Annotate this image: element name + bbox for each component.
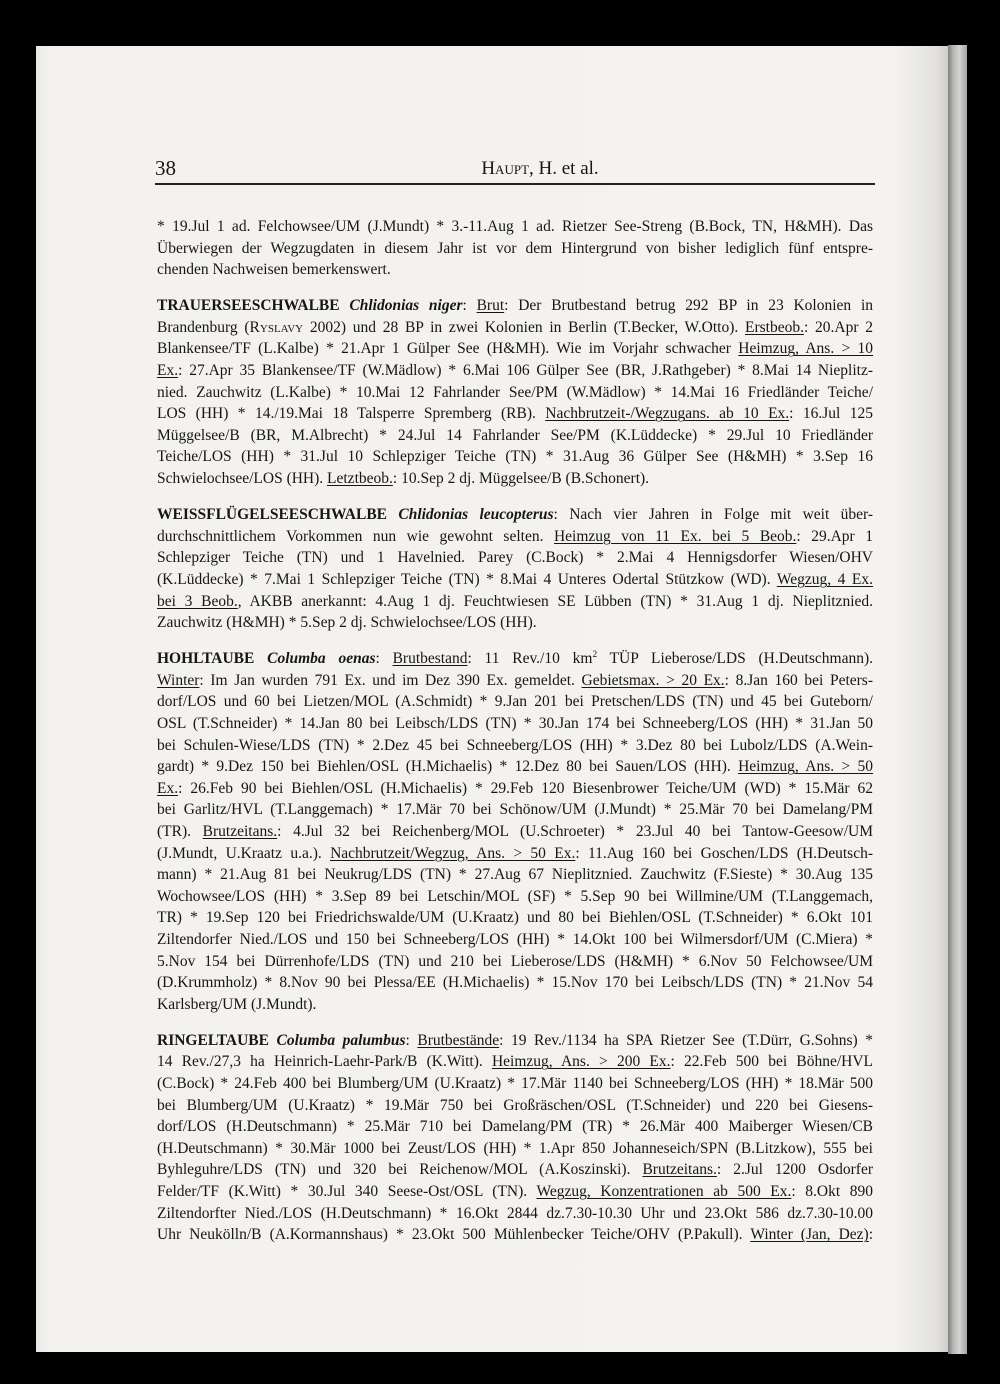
text-run: dorf/LOS und 60 bei Lietzen/MOL (A.Schmidt) * 9.Jan 201 bei Pretschen/LDS (TN) und 45 bei Guteborn/ — [157, 693, 873, 711]
text-run: 2002) und 28 BP in zwei Kolonien in Berlin (T.Becker, W.Otto). — [303, 318, 745, 336]
text-line — [157, 238, 873, 260]
text-line — [157, 612, 873, 634]
text-line — [157, 259, 873, 281]
text-line — [157, 799, 873, 821]
text-line — [157, 446, 873, 468]
text-run: : — [868, 1226, 873, 1244]
text-run: Zauchwitz (H&MH) * 5.Sep 2 dj. Schwielochsee/LOS (HH). — [157, 614, 537, 632]
text-run: (C.Bock) * 24.Feb 400 bei Blumberg/UM (U.Kraatz) * 17.Mär 1140 bei Schneeberg/LOS (HH) * 18.Mär 500 — [157, 1074, 873, 1092]
text-run: dorf/LOS (H.Deutschmann) * 25.Mär 710 bei Damelang/PM (TR) * 26.Mär 400 Maiberger Wiesen/CB — [157, 1118, 873, 1136]
section-label: Brut — [476, 297, 505, 315]
text-run: bei Schulen-Wiese/LDS (TN) * 2.Dez 45 bei Schneeberg/LOS (HH) * 3.Dez 80 bei Lubolz/LDS (A.Wein- — [157, 736, 873, 754]
text-line — [157, 886, 873, 908]
text-line — [157, 648, 873, 670]
text-line — [157, 547, 873, 569]
body-text — [157, 216, 873, 1246]
text-line — [157, 1181, 873, 1203]
species-latin-name: Columba oenas — [267, 650, 376, 668]
text-run: : 19 Rev./1134 ha SPA Rietzer See (T.Dürr, G.Sohns) * — [499, 1031, 873, 1049]
text-line — [157, 713, 873, 735]
section-label: Brutbestände — [417, 1031, 500, 1049]
text-line — [157, 1073, 873, 1095]
text-line — [157, 951, 873, 973]
section-label: Winter — [157, 671, 200, 689]
text-run: mann) * 21.Aug 81 bei Neukrug/LDS (TN) * 27.Aug 67 Nieplitznied. Zauchwitz (F.Sieste) * 30.Aug 135 — [157, 866, 873, 884]
text-run: Schlepziger Teiche (TN) und 1 Havelnied. Parey (C.Bock) * 2.Mai 4 Hennigsdorfer Wiesen/OHV — [157, 549, 873, 567]
text-line — [157, 735, 873, 757]
text-run: (D.Krummholz) * 8.Nov 90 bei Plessa/EE (H.Michaelis) * 15.Nov 170 bei Leibsch/LDS (TN) * 21.Nov 54 — [157, 974, 873, 992]
text-run: : 16.Jul 125 — [789, 405, 873, 423]
book-page — [36, 46, 948, 1352]
text-line — [157, 1159, 873, 1181]
text-line — [157, 216, 873, 238]
text-run: : 11 Rev./10 km — [467, 650, 593, 668]
text-line — [157, 425, 873, 447]
text-run: Felder/TF (K.Witt) * 30.Jul 340 Seese-Ost/OSL (TN). — [157, 1182, 537, 1200]
running-head-rest: , H. et al. — [529, 158, 599, 179]
text-run: : 26.Feb 90 bei Biehlen/OSL (H.Michaelis) * 29.Feb 120 Biesenbrower Teiche/UM (WD) * 15.Mär 62 — [178, 779, 873, 797]
text-run: Karlsberg/UM (J.Mundt). — [157, 995, 317, 1013]
text-line — [157, 972, 873, 994]
text-run: : 27.Apr 35 Blankensee/TF (W.Mädlow) * 6.Mai 106 Gülper See (BR, J.Rathgeber) * 8.Mai 14 Nieplitz- — [178, 362, 873, 380]
cited-author: Ryslavy — [249, 318, 304, 336]
species-name: WEISSFLÜGELSEESCHWALBE — [157, 506, 399, 524]
text-line — [157, 591, 873, 613]
species-latin-name: Columba palumbus — [276, 1031, 406, 1049]
superscript: 2 — [592, 650, 598, 661]
text-run: Ziltendorfer Nied./LOS und 150 bei Schneeberg/LOS (HH) * 14.Okt 100 bei Wilmersdorf/UM (C.Miera) * — [157, 930, 873, 948]
text-run: : 4.Jul 32 bei Reichenberg/MOL (U.Schroeter) * 23.Jul 40 bei Tantow-Geesow/UM — [277, 822, 873, 840]
text-line — [157, 504, 873, 526]
section-label: Heimzug, Ans. > 200 Ex. — [491, 1053, 671, 1071]
text-line — [157, 403, 873, 425]
text-run: TÜP Lieberose/LDS (H.Deutschmann). — [597, 650, 873, 668]
section-label: Wegzug, 4 Ex. — [776, 570, 873, 588]
section-label: Letztbeob. — [327, 470, 393, 488]
section-label: Nachbrutzeit/Wegzug, Ans. > 50 Ex. — [330, 844, 576, 862]
text-run: TR) * 19.Sep 120 bei Friedrichswalde/UM (U.Kraatz) und 80 bei Biehlen/OSL (T.Schneider) * 6.Okt 101 — [157, 909, 873, 927]
text-line — [157, 907, 873, 929]
text-run: : 20.Apr 2 — [803, 318, 873, 336]
section-label: Ex. — [157, 779, 179, 797]
text-run: : — [462, 297, 477, 315]
text-run: Uhr Neukölln/B (A.Kormannshaus) * 23.Okt 500 Mühlenbecker Teiche/OHV (P.Pakull). — [157, 1226, 751, 1244]
section-label: Heimzug von 11 Ex. bei 5 Beob. — [553, 527, 797, 545]
text-run: bei Garlitz/HVL (T.Langgemach) * 17.Mär 70 bei Schönow/UM (J.Mundt) * 25.Mär 70 bei Damelang/PM — [157, 801, 873, 819]
text-line — [157, 1203, 873, 1225]
text-line — [157, 1116, 873, 1138]
paragraph — [157, 216, 873, 281]
text-line — [157, 317, 873, 339]
species-name: RINGELTAUBE — [157, 1031, 277, 1049]
text-line — [157, 778, 873, 800]
text-run: , AKBB anerkannt: 4.Aug 1 dj. Feuchtwiesen SE Lübben (TN) * 31.Aug 1 dj. Nieplitznied. — [237, 592, 873, 610]
header-rule — [155, 183, 875, 185]
text-run: : — [405, 1031, 418, 1049]
text-run: Wochowsee/LOS (HH) * 3.Sep 89 bei Letschin/MOL (SF) * 5.Sep 90 bei Willmine/UM (T.Langgemach, — [157, 887, 873, 905]
text-run: (TR). — [157, 822, 203, 840]
text-line — [157, 843, 873, 865]
text-run: (J.Mundt, U.Kraatz u.a.). — [157, 844, 331, 862]
text-run: durchschnittlichem Vorkommen nun wie gewohnt selten. — [157, 527, 554, 545]
text-run: bei Blumberg/UM (U.Kraatz) * 19.Mär 750 bei Großräschen/OSL (T.Schneider) und 220 bei Giesens- — [157, 1096, 873, 1114]
text-run: Teiche/LOS (HH) * 31.Jul 10 Schlepziger Teiche (TN) * 31.Aug 36 Gülper See (H&MH) * 3.Sep 16 — [157, 448, 873, 466]
text-line — [157, 821, 873, 843]
text-line — [157, 338, 873, 360]
running-head-author: Haupt — [481, 158, 530, 179]
text-run: Überwiegen der Wegzugdaten in diesem Jahr ist vor dem Hintergrund von bisher lediglich fünf entspre- — [157, 239, 873, 257]
text-run: LOS (HH) * 14./19.Mai 18 Talsperre Spremberg (RB). — [157, 405, 546, 423]
text-line — [157, 382, 873, 404]
paragraph — [157, 1030, 873, 1246]
text-run: : 2.Jul 1200 Osdorfer — [716, 1161, 873, 1179]
text-run: : 10.Sep 2 dj. Müggelsee/B (B.Schonert). — [392, 470, 650, 488]
text-line — [157, 756, 873, 778]
text-line — [157, 526, 873, 548]
text-line — [157, 1051, 873, 1073]
text-run: : 22.Feb 500 bei Böhne/HVL — [670, 1053, 873, 1071]
section-label: Wegzug, Konzentrationen ab 500 Ex. — [536, 1182, 792, 1200]
species-latin-name: Chlidonias leucopterus — [398, 506, 554, 524]
text-run: Müggelsee/B (BR, M.Albrecht) * 24.Jul 14 Fahrlander See/PM (K.Lüddecke) * 29.Jul 10 Friedländer — [157, 426, 873, 444]
species-name: HOHLTAUBE — [157, 650, 268, 668]
text-run: : 8.Jan 160 bei Peters- — [724, 671, 873, 689]
text-line — [157, 360, 873, 382]
section-label: bei 3 Beob. — [157, 592, 238, 610]
text-run: (H.Deutschmann) * 30.Mär 1000 bei Zeust/LOS (HH) * 1.Apr 850 Johanneseich/SPN (B.Litzkow), 555 bei — [157, 1139, 873, 1157]
section-label: Nachbrutzeit-/Wegzugans. ab 10 Ex. — [545, 405, 790, 423]
section-label: Ex. — [157, 362, 179, 380]
text-run: : Nach vier Jahren in Folge mit weit über- — [553, 506, 873, 524]
text-run: : 11.Aug 160 bei Goschen/LDS (H.Deutsch- — [575, 844, 873, 862]
species-latin-name: Chlidonias niger — [349, 297, 463, 315]
text-run: Byhleguhre/LDS (TN) und 320 bei Reichenow/MOL (A.Koszinski). — [157, 1161, 643, 1179]
text-line — [157, 1095, 873, 1117]
text-line — [157, 1030, 873, 1052]
text-line — [157, 1138, 873, 1160]
text-run: Blankensee/TF (L.Kalbe) * 21.Apr 1 Gülper See (H&MH). Wie im Vorjahr schwacher — [157, 340, 739, 358]
text-run: : 8.Okt 890 — [791, 1182, 873, 1200]
text-line — [157, 994, 873, 1016]
text-line — [157, 864, 873, 886]
section-label: Winter (Jan, Dez) — [750, 1226, 869, 1244]
text-run: Schwielochsee/LOS (HH). — [157, 470, 328, 488]
text-line — [157, 691, 873, 713]
running-head — [481, 157, 598, 181]
paragraph — [157, 295, 873, 489]
section-label: Gebietsmax. > 20 Ex. — [581, 671, 725, 689]
text-run: : 29.Apr 1 — [796, 527, 873, 545]
text-line — [157, 670, 873, 692]
text-run: 14 Rev./27,3 ha Heinrich-Laehr-Park/B (K.Witt). — [157, 1053, 492, 1071]
text-run: chenden Nachweisen bemerkenswert. — [157, 261, 391, 279]
section-label: Heimzug, Ans. > 10 — [738, 340, 873, 358]
section-label: Erstbeob. — [744, 318, 804, 336]
text-run: : — [375, 650, 393, 668]
paragraph — [157, 648, 873, 1015]
text-line — [157, 569, 873, 591]
text-line — [157, 468, 873, 490]
text-run: Ziltendorfter Nied./LOS (H.Deutschmann) * 16.Okt 2844 dz.7.30-10.30 Uhr und 23.Okt 586 dz.7.30-10.00 — [157, 1204, 873, 1222]
text-run: (K.Lüddecke) * 7.Mai 1 Schlepziger Teiche (TN) * 8.Mai 4 Unteres Odertal Stützkow (WD). — [157, 570, 777, 588]
section-label: Brutzeitans. — [202, 822, 278, 840]
text-run: gardt) * 9.Dez 150 bei Biehlen/OSL (H.Michaelis) * 12.Dez 80 bei Sauen/LOS (HH). — [157, 758, 739, 776]
page-edge-binding — [948, 45, 967, 1354]
paragraph — [157, 504, 873, 634]
section-label: Heimzug, Ans. > 50 — [738, 758, 873, 776]
text-run: * 19.Jul 1 ad. Felchowsee/UM (J.Mundt) * 3.-11.Aug 1 ad. Rietzer See-Streng (B.Bock, TN, H&MH). Das — [157, 218, 873, 235]
text-run: 5.Nov 154 bei Dürrenhofe/LDS (TN) und 210 bei Lieberose/LDS (H&MH) * 6.Nov 50 Felchowsee/UM — [157, 952, 873, 970]
page-number: 38 — [155, 156, 176, 180]
species-name: TRAUERSEESCHWALBE — [157, 297, 350, 315]
text-run: nied. Zauchwitz (L.Kalbe) * 10.Mai 12 Fahrlander See/PM (W.Mädlow) * 14.Mai 16 Friedländer Teiche/ — [157, 383, 873, 401]
section-label: Brutzeitans. — [642, 1161, 717, 1179]
text-line — [157, 929, 873, 951]
text-run: Brandenburg ( — [157, 318, 250, 336]
text-run: : Der Brutbestand betrug 292 BP in 23 Kolonien in — [504, 297, 873, 315]
text-line — [157, 1224, 873, 1246]
text-run: : Im Jan wurden 791 Ex. und im Dez 390 Ex. gemeldet. — [199, 671, 582, 689]
text-line — [157, 295, 873, 317]
text-run: OSL (T.Schneider) * 14.Jan 80 bei Leibsch/LDS (TN) * 30.Jan 174 bei Schneeberg/LOS (HH) * 31.Jan 50 — [157, 714, 873, 732]
section-label: Brutbestand — [392, 650, 468, 668]
